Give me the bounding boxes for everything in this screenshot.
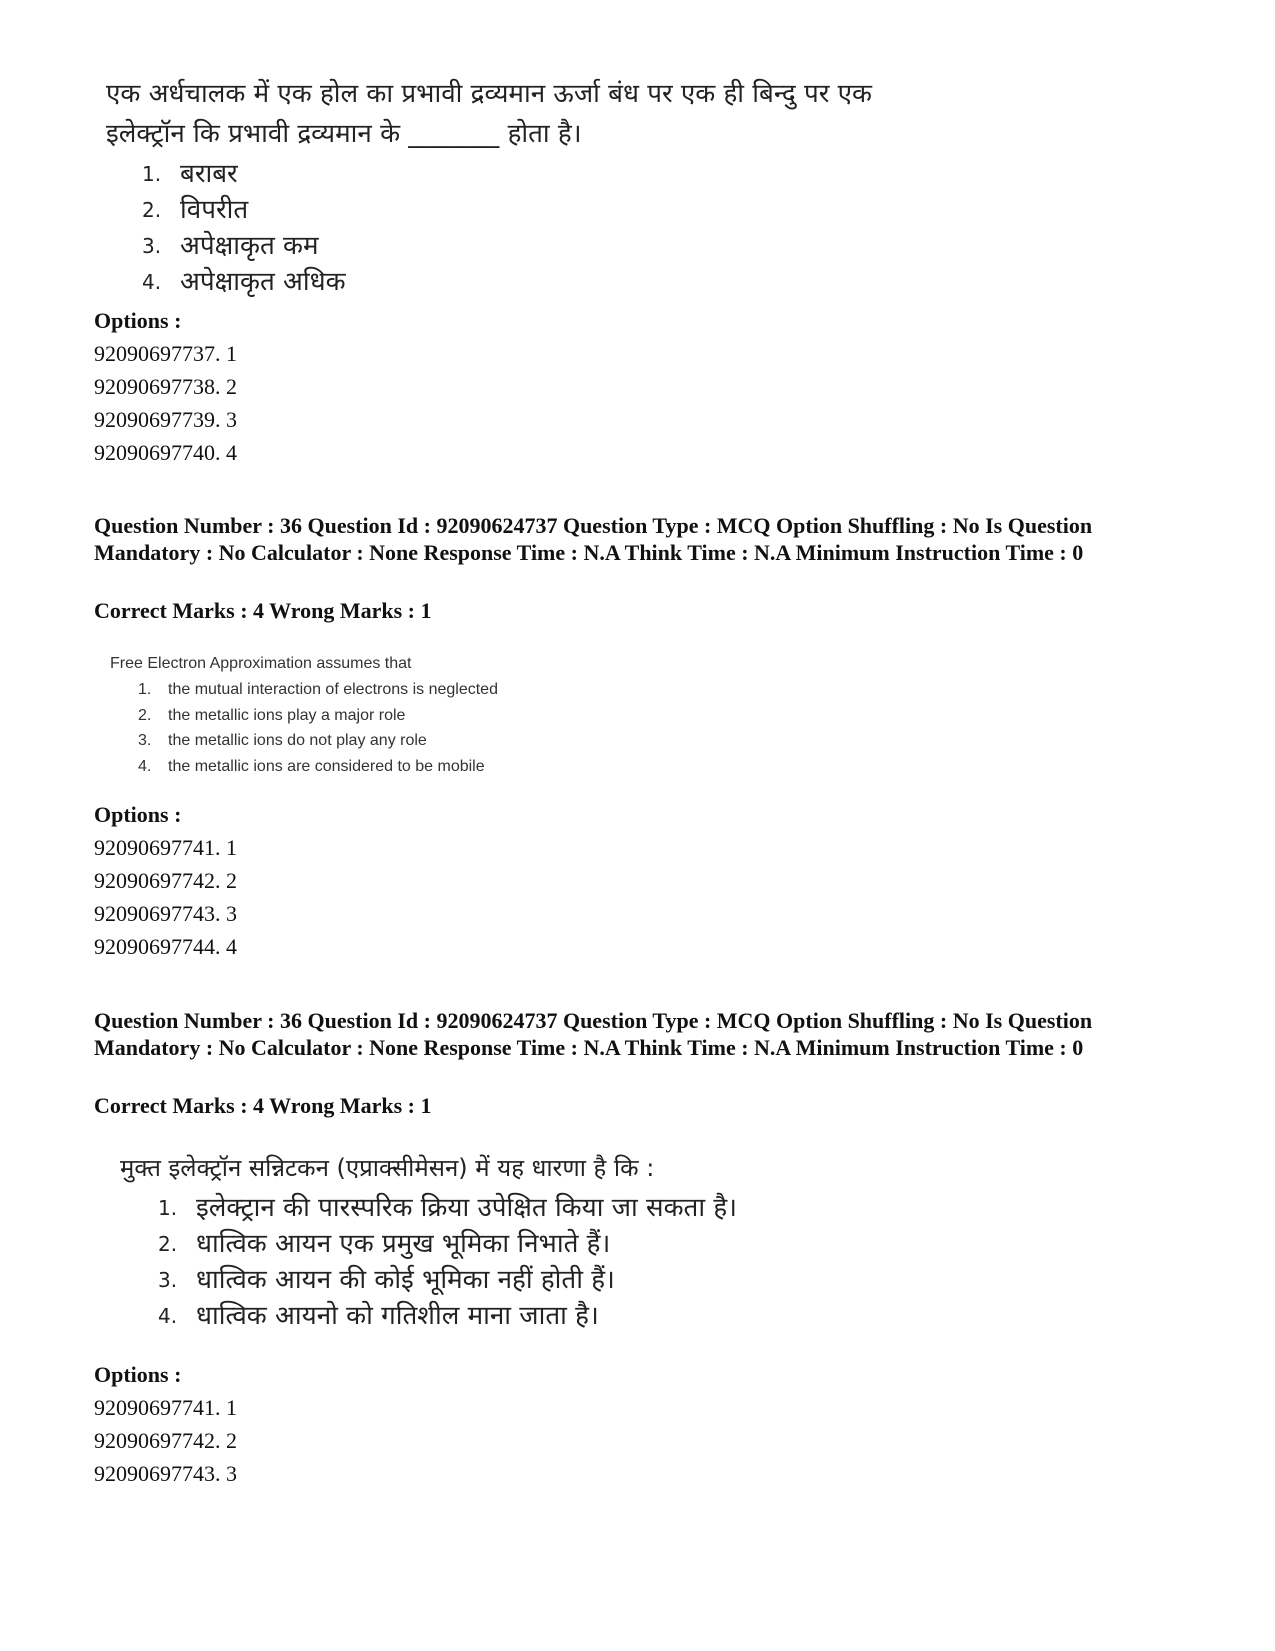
options-section	[94, 1359, 237, 1490]
choice-text: धात्विक आयन एक प्रमुख भूमिका निभाते हैं।	[196, 1229, 611, 1259]
choice-text: विपरीत	[180, 195, 249, 225]
choice-text: धात्विक आयनो को गतिशील माना जाता है।	[196, 1301, 599, 1331]
choice-number: 1.	[142, 162, 162, 186]
question-stem-line: इलेक्ट्रॉन कि प्रभावी द्रव्यमान के _______ होता है।	[106, 119, 582, 149]
question-choice	[158, 1190, 1020, 1226]
option-line: 92090697742. 2	[94, 868, 237, 893]
option-line: 92090697739. 3	[94, 407, 237, 432]
question-image-english-free-electron	[110, 651, 710, 779]
question-marks: Correct Marks : 4 Wrong Marks : 1	[94, 598, 432, 623]
choice-text: धात्विक आयन की कोई भूमिका नहीं होती हैं।	[196, 1265, 615, 1295]
question-choice	[138, 754, 710, 780]
question-choice	[142, 228, 1006, 264]
option-line: 92090697740. 4	[94, 440, 237, 465]
choice-text: the metallic ions are considered to be mobile	[168, 757, 485, 775]
question-choice	[142, 156, 1006, 192]
choice-number: 4.	[138, 757, 152, 775]
choice-text: अपेक्षाकृत अधिक	[180, 267, 346, 297]
options-label: Options :	[94, 308, 182, 333]
question-image-hindi-effective-mass	[106, 74, 1006, 300]
question-choice	[142, 192, 1006, 228]
option-line: 92090697743. 3	[94, 1461, 237, 1486]
choice-number: 2.	[158, 1232, 178, 1256]
choice-number: 1.	[138, 681, 152, 698]
option-line: 92090697742. 2	[94, 1428, 237, 1453]
choice-text: अपेक्षाकृत कम	[180, 231, 319, 261]
question-choice	[158, 1262, 1020, 1298]
option-line: 92090697741. 1	[94, 1395, 237, 1420]
question-choice	[138, 677, 710, 703]
options-label: Options :	[94, 802, 182, 827]
options-section	[94, 305, 237, 469]
choice-text: the mutual interaction of electrons is neglected	[168, 681, 498, 698]
options-section	[94, 799, 237, 963]
question-stem: Free Electron Approximation assumes that	[110, 655, 412, 672]
choice-number: 4.	[158, 1304, 178, 1328]
question-choice-list	[142, 156, 1006, 300]
option-line: 92090697741. 1	[94, 835, 237, 860]
question-choice	[158, 1226, 1020, 1262]
choice-text: the metallic ions do not play any role	[168, 732, 427, 749]
choice-number: 3.	[138, 732, 152, 749]
question-choice	[158, 1298, 1020, 1334]
question-choice	[138, 728, 710, 754]
question-choice-list	[158, 1190, 1020, 1334]
option-line: 92090697743. 3	[94, 901, 237, 926]
choice-text: the metallic ions play a major role	[168, 706, 406, 724]
question-stem-line: एक अर्धचालक में एक होल का प्रभावी द्रव्यमान ऊर्जा बंध पर एक ही बिन्दु पर एक	[106, 79, 872, 109]
choice-number: 3.	[158, 1268, 178, 1292]
options-label: Options :	[94, 1362, 182, 1387]
choice-number: 3.	[142, 234, 162, 258]
option-line: 92090697737. 1	[94, 341, 237, 366]
question-choice	[138, 703, 710, 729]
question-image-hindi-free-electron	[120, 1148, 1020, 1334]
question-choice	[142, 264, 1006, 300]
choice-number: 1.	[158, 1196, 178, 1220]
choice-text: इलेक्ट्रान की पारस्परिक क्रिया उपेक्षित किया जा सकता है।	[196, 1193, 738, 1223]
question-meta: Question Number : 36 Question Id : 92090624737 Question Type : MCQ Option Shuffling : No Is Question Mandatory : No Calculator : None Response Time : N.A Think Time : N.A Minimum Instruction Time : 0	[94, 1008, 1093, 1060]
option-line: 92090697744. 4	[94, 934, 237, 959]
question-meta: Question Number : 36 Question Id : 92090624737 Question Type : MCQ Option Shuffling : No Is Question Mandatory : No Calculator : None Response Time : N.A Think Time : N.A Minimum Instruction Time : 0	[94, 513, 1093, 565]
question-choice-list	[138, 677, 710, 779]
choice-number: 2.	[142, 198, 162, 222]
choice-number: 4.	[142, 270, 162, 294]
question-marks: Correct Marks : 4 Wrong Marks : 1	[94, 1093, 432, 1118]
choice-number: 2.	[138, 706, 152, 724]
choice-text: बराबर	[180, 159, 238, 189]
question-stem: मुक्त इलेक्ट्रॉन सन्निटकन (एप्राक्सीमेसन) में यह धारणा है कि :	[120, 1154, 655, 1182]
option-line: 92090697738. 2	[94, 374, 237, 399]
